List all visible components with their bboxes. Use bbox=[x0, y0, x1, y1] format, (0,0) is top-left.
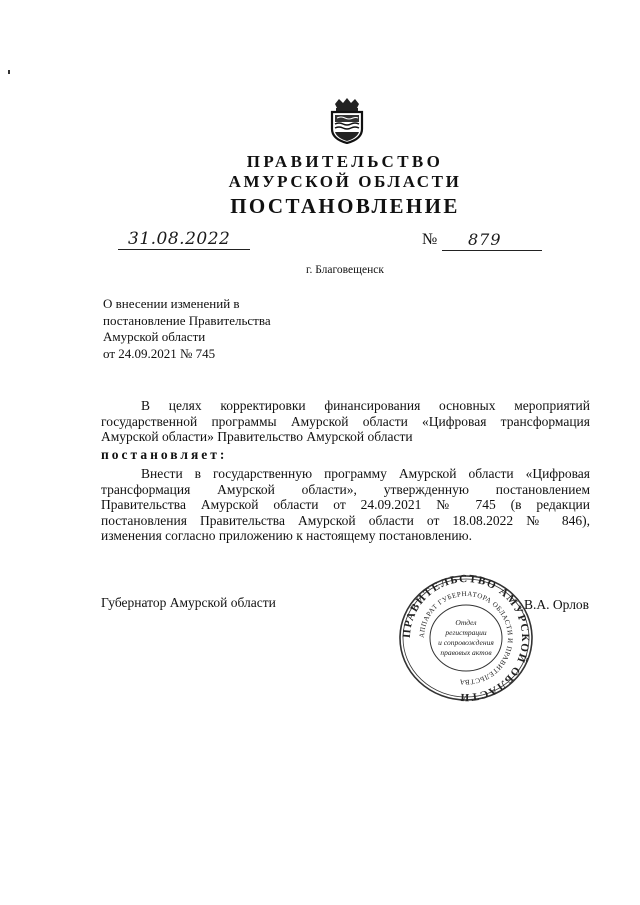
city-name: г. Благовещенск bbox=[306, 264, 384, 276]
date-underline bbox=[118, 249, 250, 250]
resolves-word: постановляет: bbox=[101, 447, 228, 462]
document-subject bbox=[103, 296, 271, 362]
subject-line: постановление Правительства bbox=[103, 312, 271, 328]
coat-of-arms-icon bbox=[327, 96, 367, 144]
stamp-center-line: Отдел bbox=[455, 618, 477, 627]
preamble-paragraph bbox=[101, 398, 590, 445]
handwritten-number: 879 bbox=[468, 230, 502, 249]
number-underline bbox=[442, 250, 542, 251]
stamp-center-line: и сопровождения bbox=[438, 638, 494, 647]
number-label: № bbox=[422, 231, 438, 248]
paragraph-line: В целях корректировки финансирования основных мероприятий bbox=[141, 398, 590, 413]
signatory-position: Губернатор Амурской области bbox=[101, 595, 276, 610]
handwritten-date: 31.08.2022 bbox=[128, 229, 231, 249]
paragraph-line: Амурской области» Правительство Амурской области bbox=[101, 429, 413, 445]
scan-artifact bbox=[8, 70, 10, 74]
stamp-center-line: правовых актов bbox=[440, 648, 492, 657]
subject-line: Амурской области bbox=[103, 329, 206, 344]
paragraph-line: постановления Правительства Амурской области от 18.08.2022 № 846), bbox=[101, 512, 590, 528]
subject-line: от 24.09.2021 № 745 bbox=[103, 345, 216, 361]
stamp-inner-text: АППАРАТ ГУБЕРНАТОРА ОБЛАСТИ И ПРАВИТЕЛЬСТВА bbox=[417, 589, 515, 687]
header-region: АМУРСКОЙ ОБЛАСТИ bbox=[228, 172, 462, 191]
paragraph-line: трансформация Амурской области», утвержденную постановлением bbox=[101, 481, 590, 497]
subject-line: О внесении изменений в bbox=[103, 296, 240, 311]
header-government: ПРАВИТЕЛЬСТВО bbox=[246, 152, 444, 171]
paragraph-line: Внести в государственную программу Амурской области «Цифровая bbox=[141, 466, 590, 481]
document-type-title: ПОСТАНОВЛЕНИЕ bbox=[230, 194, 460, 218]
paragraph-line: изменения согласно приложению к настоящему постановлению. bbox=[101, 528, 473, 544]
stamp-center-line: регистрации bbox=[445, 628, 487, 637]
paragraph-line: Правительства Амурской области от 24.09.2021 № 745 (в редакции bbox=[101, 497, 590, 513]
stamp-outer-text: ПРАВИТЕЛЬСТВО АМУРСКОЙ ОБЛАСТИ bbox=[400, 573, 532, 703]
paragraph-line: государственной программы Амурской области «Цифровая трансформация bbox=[101, 413, 590, 429]
resolution-paragraph bbox=[101, 466, 590, 544]
official-stamp bbox=[396, 573, 536, 703]
signatory-name: В.А. Орлов bbox=[524, 597, 590, 612]
